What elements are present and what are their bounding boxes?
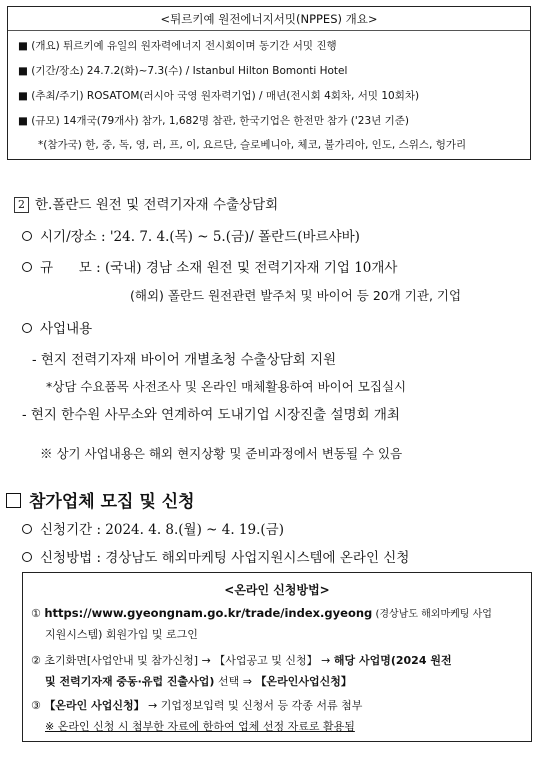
step1-continuation: 지원시스템) 회원가입 및 로그인 xyxy=(45,628,198,641)
bullet-circle-icon xyxy=(22,231,32,241)
nppes-item-overview: ■ (개요) 튀르키예 유일의 원자력에너지 전시회이며 동기간 서밋 진행 xyxy=(18,40,337,52)
bullet-circle-icon xyxy=(22,262,32,272)
section2-notice: ※ 상기 사업내용은 해외 현지상황 및 준비과정에서 변동될 수 있음 xyxy=(40,446,403,461)
nppes-title: <튀르키예 원전에너지서밋(NPPES) 개요> xyxy=(8,7,530,31)
step3-note: ※ 온라인 신청 시 첨부한 자료에 한하여 업체 선정 자료로 활용됨 xyxy=(45,720,355,733)
bullet-circle-icon xyxy=(22,552,32,562)
business-item-1: - 현지 전력기자재 바이어 개별초청 수출상담회 지원 xyxy=(32,352,337,368)
recruit-heading: 참가업체 모집 및 신청 xyxy=(6,487,195,512)
nppes-item-scale: ■ (규모) 14개국(79개사) 참가, 1,682명 참관, 한국기업은 한전만 참가 ('23년 기준) xyxy=(18,115,410,127)
nppes-overview-box xyxy=(7,6,531,160)
online-method-title: <온라인 신청방법> xyxy=(224,583,330,597)
step3-line: ③ 【온라인 사업신청】 → 기업정보입력 및 신청서 등 각종 서류 첨부 xyxy=(31,699,363,712)
section2-business: 사업내용 xyxy=(22,317,92,337)
square-bullet-icon xyxy=(6,493,21,508)
bullet-circle-icon xyxy=(22,323,32,333)
section2-scale: 규 모 : (국내) 경남 소재 원전 및 전력기자재 기업 10개사 xyxy=(22,256,397,276)
business-item-1-note: *상담 수요품목 사전조사 및 온라인 매체활용하여 바이어 모집실시 xyxy=(46,379,407,394)
bullet-circle-icon xyxy=(22,524,32,534)
section2-title: 한.폴란드 원전 및 전력기자재 수출상담회 xyxy=(35,197,279,213)
section2-scale-overseas: (해외) 폴란드 원전관련 발주처 및 바이어 등 20개 기관, 기업 xyxy=(130,288,462,303)
recruit-period: 신청기간 : 2024. 4. 8.(월) ~ 4. 19.(금) xyxy=(22,518,284,538)
online-method-box xyxy=(22,572,532,742)
section2-heading xyxy=(14,193,278,213)
gyeongnam-trade-link[interactable]: https://www.gyeongnam.go.kr/trade/index.gyeong xyxy=(44,606,373,620)
section2-period: 시기/장소 : '24. 7. 4.(목) ~ 5.(금)/ 폴란드(바르샤바) xyxy=(22,225,360,245)
step1-line: ① https://www.gyeongnam.go.kr/trade/index.gyeong (경상남도 해외마케팅 사업 xyxy=(31,606,492,620)
business-item-2: - 현지 한수원 사무소와 연계하여 도내기업 시장진출 설명회 개최 xyxy=(22,407,400,423)
nppes-item-period: ■ (기간/장소) 24.7.2(화)~7.3(수) / Istanbul Hilton Bomonti Hotel xyxy=(18,65,348,77)
recruit-method: 신청방법 : 경상남도 해외마케팅 사업지원시스템에 온라인 신청 xyxy=(22,546,409,566)
nppes-participating-countries: *(참가국) 한, 중, 독, 영, 러, 프, 이, 요르단, 슬로베니아, 체코, 불가리아, 인도, 스위스, 헝가리 xyxy=(38,139,467,151)
step2-continuation: 및 전력기자재 중동·유럽 진출사업) 선택 ⇒ 【온라인사업신청】 xyxy=(45,675,352,688)
step2-line: ② 초기화면[사업안내 및 참가신청] → 【사업공고 및 신청】 → 해당 사업명(2024 원전 xyxy=(31,654,452,667)
nppes-item-host: ■ (추최/주기) ROSATOM(러시아 국영 원자력기업) / 매년(전시회 4회차, 서밋 10회차) xyxy=(18,90,420,102)
section-number-box: 2 xyxy=(14,197,29,213)
